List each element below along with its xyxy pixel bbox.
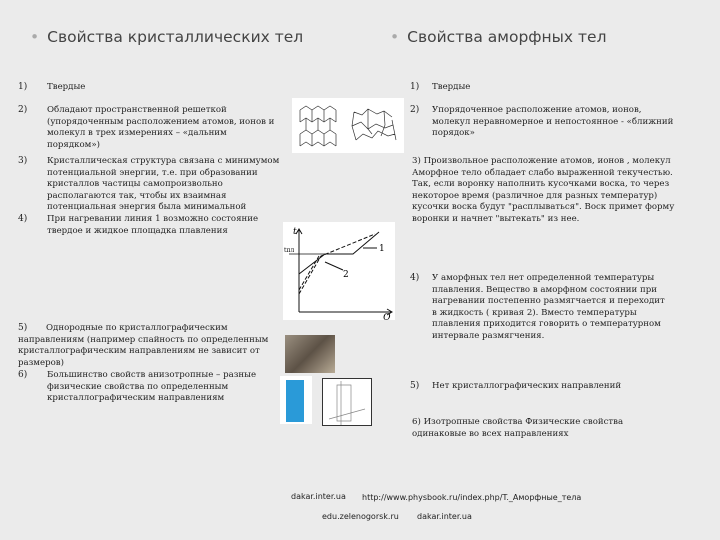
amorphous-num: 3) bbox=[412, 156, 421, 166]
crystal-item: Кристаллическая структура связана с минимумом потенциальной энергии, т.е. при образовании кристаллов частицы самопроизвольно располагаются так, чтобы их взаимная потенциальная энергия была минимальной bbox=[47, 156, 280, 212]
crystal-item: Обладают пространственной решеткой (упорядоченным расположением атомов, ионов и молекул в трех измерениях – «дальним порядком») bbox=[47, 105, 275, 150]
title-crystal: • Свойства кристаллических тел bbox=[30, 28, 304, 46]
amorphous-num: 1) bbox=[410, 82, 420, 92]
crystal-item: При нагревании линия 1 возможно состояние твердое и жидкое площадка плавления bbox=[47, 214, 259, 236]
blue-crystal-shape bbox=[286, 380, 304, 422]
amorphous-item bbox=[412, 417, 667, 440]
lattice-drawing bbox=[292, 98, 404, 153]
lattice-image bbox=[292, 98, 404, 153]
crystal-num: 4) bbox=[18, 214, 28, 224]
mineral-photo bbox=[285, 335, 335, 373]
melting-graph bbox=[283, 222, 395, 320]
title-amorphous: • Свойства аморфных тел bbox=[390, 28, 607, 46]
crystal-num: 6) bbox=[18, 370, 28, 380]
crystal-item: Твердые bbox=[47, 82, 86, 92]
title-crystal-text: Свойства кристаллических тел bbox=[47, 28, 304, 46]
graph-curve2: 2 bbox=[343, 270, 349, 280]
crystal-item: Большинство свойств анизотропные – разные физические свойства по определенным кристаллографическим направлениям bbox=[47, 370, 257, 403]
amorphous-item bbox=[412, 156, 684, 225]
amorphous-num: 4) bbox=[410, 273, 420, 283]
source-link[interactable]: edu.zelenogorsk.ru bbox=[322, 512, 399, 521]
amorphous-text: Изотропные свойства Физические свойства одинаковые во всех направлениях bbox=[412, 417, 624, 439]
crystal-axis-svg bbox=[323, 379, 371, 425]
blue-crystal-image bbox=[280, 376, 312, 424]
source-link[interactable]: dakar.inter.ua bbox=[417, 512, 472, 521]
crystal-item: Однородные по кристаллографическим направлениям (например спайность по определенным кристаллографическим направлениям не зависит от размеров) bbox=[18, 323, 269, 368]
amorphous-num: 6) bbox=[412, 417, 421, 427]
crystal-num: 1) bbox=[18, 82, 28, 92]
crystal-num: 2) bbox=[18, 105, 28, 115]
amorphous-item: Упорядоченное расположение атомов, ионов, молекул неравномерное и непостоянное - «ближний порядок» bbox=[432, 105, 674, 138]
title-amorphous-text: Свойства аморфных тел bbox=[407, 28, 607, 46]
graph-xlabel: Q bbox=[383, 313, 391, 320]
crystal-axis-diagram bbox=[322, 378, 372, 426]
graph-ylabel: t bbox=[293, 227, 297, 237]
graph-curve1: 1 bbox=[379, 244, 385, 254]
source-link[interactable]: dakar.inter.ua bbox=[291, 492, 346, 501]
crystal-num: 5) bbox=[18, 323, 28, 333]
amorphous-num: 5) bbox=[410, 381, 420, 391]
amorphous-num: 2) bbox=[410, 105, 420, 115]
graph-tmelt: tпл bbox=[284, 247, 295, 254]
amorphous-item: Нет кристаллографических направлений bbox=[432, 381, 622, 391]
crystal-num: 3) bbox=[18, 156, 28, 166]
amorphous-item: Твердые bbox=[432, 82, 471, 92]
melting-graph-svg bbox=[283, 222, 395, 320]
amorphous-item: У аморфных тел нет определенной температуры плавления. Вещество в аморфном состоянии при нагревании постепенно размягчается и переходит в жидкость ( кривая 2). Вместо температуры плавления приходится говорить о температурном интервале размягчения. bbox=[432, 273, 665, 341]
amorphous-text: Произвольное расположение атомов, ионов , молекул Аморфное тело обладает слабо выраженной текучестью. Так, если воронку наполнить кусочками воска, то через некоторое время (различное для разных температур) кусочки воска будут "расплываться". Воск примет форму воронки и начнет "вытекать" из нее. bbox=[412, 156, 675, 224]
source-link[interactable]: http://www.physbook.ru/index.php/T._Аморфные_тела bbox=[362, 493, 582, 502]
